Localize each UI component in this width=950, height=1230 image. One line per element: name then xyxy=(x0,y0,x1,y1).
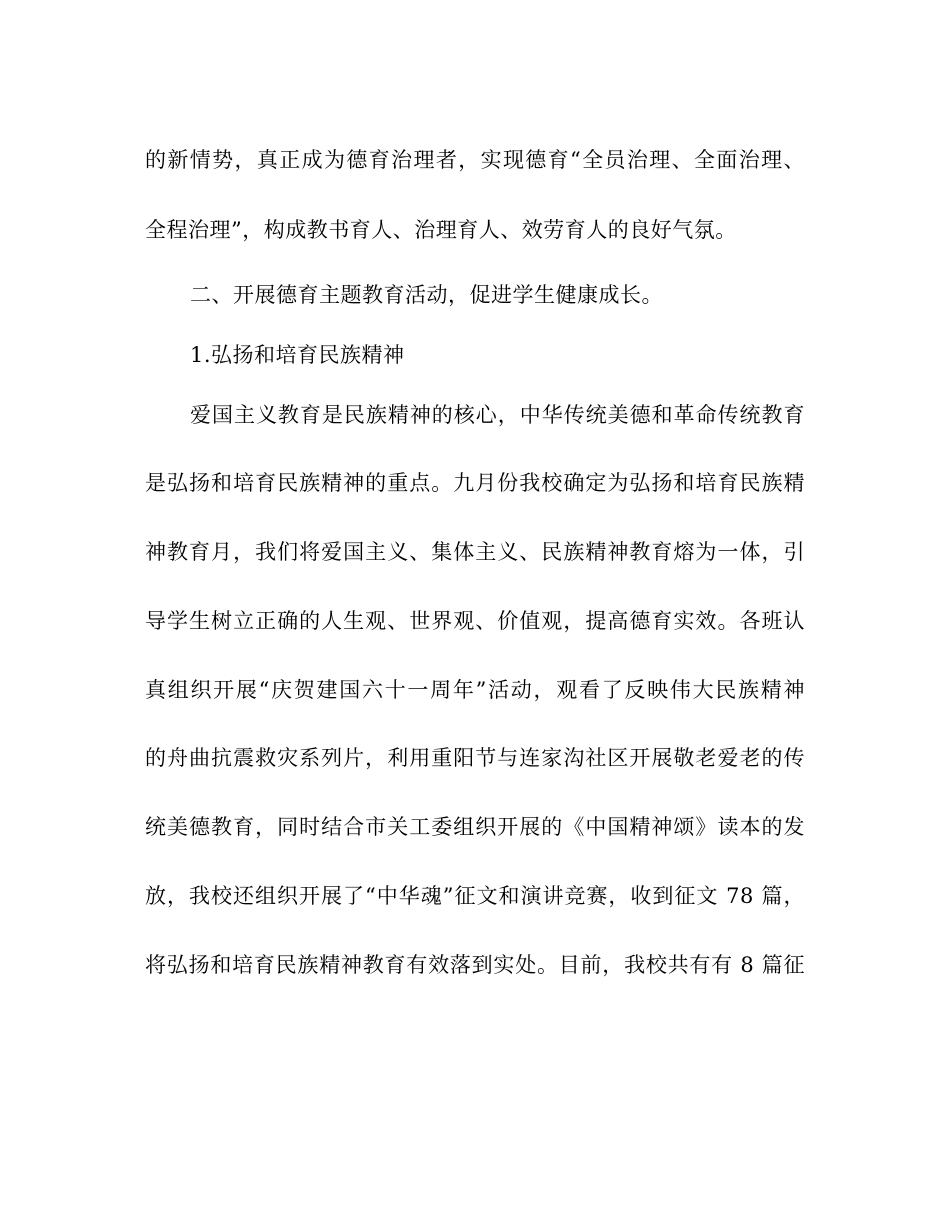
text-line: 放，我校还组织开展了“中华魂”征文和演讲竞赛，收到征文 78 篇， xyxy=(145,884,805,908)
subsection-heading: 1.弘扬和培育民族精神 xyxy=(190,343,405,367)
section-heading: 二、开展德育主题教育活动，促进学生健康成长。 xyxy=(190,283,663,307)
text-line: 爱国主义教育是民族精神的核心，中华传统美德和革命传统教育 xyxy=(190,403,805,427)
text-line: 的新情势，真正成为德育治理者，实现德育“全员治理、全面治理、 xyxy=(145,148,805,172)
text-line: 将弘扬和培育民族精神教育有效落到实处。目前，我校共有有 8 篇征 xyxy=(145,953,805,977)
text-line: 神教育月，我们将爱国主义、集体主义、民族精神教育熔为一体，引 xyxy=(145,540,805,564)
text-line: 是弘扬和培育民族精神的重点。九月份我校确定为弘扬和培育民族精 xyxy=(145,471,805,495)
text-line: 真组织开展“庆贺建国六十一周年”活动，观看了反映伟大民族精神 xyxy=(145,678,805,702)
text-line: 导学生树立正确的人生观、世界观、价值观，提高德育实效。各班认 xyxy=(145,609,805,633)
text-line: 统美德教育，同时结合市关工委组织开展的《中国精神颂》读本的发 xyxy=(145,815,805,839)
text-line: 全程治理”，构成教书育人、治理育人、效劳育人的良好气氛。 xyxy=(145,218,737,242)
text-line: 的舟曲抗震救灾系列片，利用重阳节与连家沟社区开展敬老爱老的传 xyxy=(145,746,805,770)
